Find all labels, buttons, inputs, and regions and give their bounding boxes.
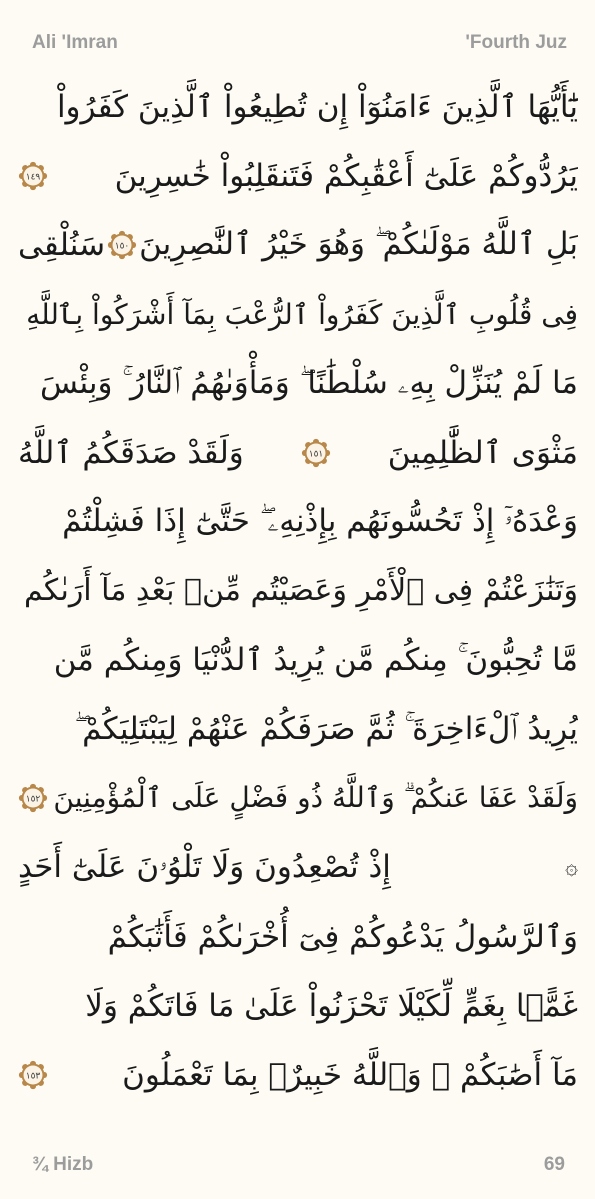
hizb-indicator: ¾ Hizb [32,1154,94,1175]
quran-line [18,764,578,833]
verse-text[interactable]: يُرِيدُ ٱلْءَاخِرَةَ ۚ ثُمَّ صَرَفَكُمْ عَنْهُمْ لِيَبْتَلِيَكُمْ ۖ [74,710,578,747]
page-footer [0,1154,595,1176]
ayah-number: ١٤٩ [25,172,41,183]
verse-text[interactable]: غَمًّۢا بِغَمٍّ لِّكَيْلَا تَحْزَنُواْ عَلَىٰ مَا فَاتَكُمْ وَلَا [85,988,578,1025]
ayah-number: ١٥٢ [25,794,41,805]
ayah-number: ١٥٠ [114,241,130,252]
quran-line [18,626,578,695]
mushaf-page [18,72,578,1110]
quran-line [18,487,578,556]
surah-name[interactable]: Ali 'Imran [32,32,118,53]
quran-line [18,210,578,279]
ayah-number: ١٥٣ [25,1071,41,1082]
verse-text[interactable]: وَتَنَٰزَعْتُمْ فِى ٱلْأَمْرِ وَعَصَيْتُم مِّنۢ بَعْدِ مَآ أَرَىٰكُم [23,573,578,609]
verse-text[interactable]: يَٰٓأَيُّهَا ٱلَّذِينَ ءَامَنُوٓاْ إِن تُطِيعُواْ ٱلَّذِينَ كَفَرُواْ [56,88,578,125]
ayah-ornament-icon [18,783,48,813]
quran-line [18,418,578,487]
quran-line [18,141,578,210]
verse-text[interactable]: وَلَقَدْ صَدَقَكُمُ ٱللَّهُ [18,434,244,471]
verse-text[interactable]: سَنُلْقِى [18,226,106,263]
ayah-number-marker[interactable] [301,438,331,468]
ayah-ornament-icon [301,438,331,468]
verse-text[interactable]: إِذْ تُصْعِدُونَ وَلَا تَلْوُۥنَ عَلَىٰٓ أَحَدٍ [18,849,391,886]
quran-line [18,971,578,1040]
quran-line [18,833,578,902]
quran-line [18,349,578,418]
verse-text[interactable]: وَلَقَدْ عَفَا عَنكُمْ ۗ وَٱللَّهُ ذُو فَضْلٍ عَلَى ٱلْمُؤْمِنِينَ [53,781,578,815]
verse-text[interactable]: مَّا تُحِبُّونَ ۚ مِنكُم مَّن يُرِيدُ ٱلدُّنْيَا وَمِنكُم مَّن [53,641,578,678]
verse-text[interactable]: مَآ أَصَٰبَكُمْ ۗ وَٱللَّهُ خَبِيرٌۢ بِمَا تَعْمَلُونَ [122,1057,578,1094]
ayah-number-marker[interactable] [18,161,48,191]
ayah-number-marker[interactable] [18,783,48,813]
verse-text[interactable]: وَعْدَهُۥٓ إِذْ تَحُسُّونَهُم بِإِذْنِهِۦ ۖ حَتَّىٰٓ إِذَا فَشِلْتُمْ [62,503,578,540]
page-header [0,32,595,54]
quran-line [18,556,578,625]
page-number: 69 [543,1154,565,1175]
ayah-ornament-icon [18,161,48,191]
ayah-number: ١٥١ [308,449,323,460]
rub-el-hizb-icon: ۞ [565,855,578,881]
verse-text[interactable]: مَا لَمْ يُنَزِّلْ بِهِۦ سُلْطَٰنًا ۖ وَمَأْوَىٰهُمُ ٱلنَّارُ ۚ وَبِئْسَ [39,364,578,401]
ayah-ornament-icon [18,1060,48,1090]
ayah-number-marker[interactable] [107,230,137,260]
verse-text[interactable]: فِى قُلُوبِ ٱلَّذِينَ كَفَرُواْ ٱلرُّعْبَ بِمَآ أَشْرَكُواْ بِٱللَّهِ [26,297,578,331]
verse-text[interactable]: مَثْوَى ٱلظَّٰلِمِينَ [387,434,578,471]
quran-line [18,695,578,764]
verse-text[interactable]: يَرُدُّوكُمْ عَلَىٰٓ أَعْقَٰبِكُمْ فَتَنقَلِبُواْ خَٰسِرِينَ [114,157,578,194]
quran-line [18,72,578,141]
quran-line [18,280,578,349]
quran-line [18,1041,578,1110]
verse-text[interactable]: بَلِ ٱللَّهُ مَوْلَىٰكُمْ ۖ وَهُوَ خَيْرُ ٱلنَّٰصِرِينَ [139,226,578,263]
ayah-number-marker[interactable] [18,1060,48,1090]
ayah-ornament-icon [107,230,137,260]
juz-name[interactable]: 'Fourth Juz [465,32,567,53]
quran-line [18,902,578,971]
verse-text[interactable]: وَٱلرَّسُولُ يَدْعُوكُمْ فِىٓ أُخْرَىٰكُمْ فَأَثَٰبَكُمْ [107,918,578,955]
